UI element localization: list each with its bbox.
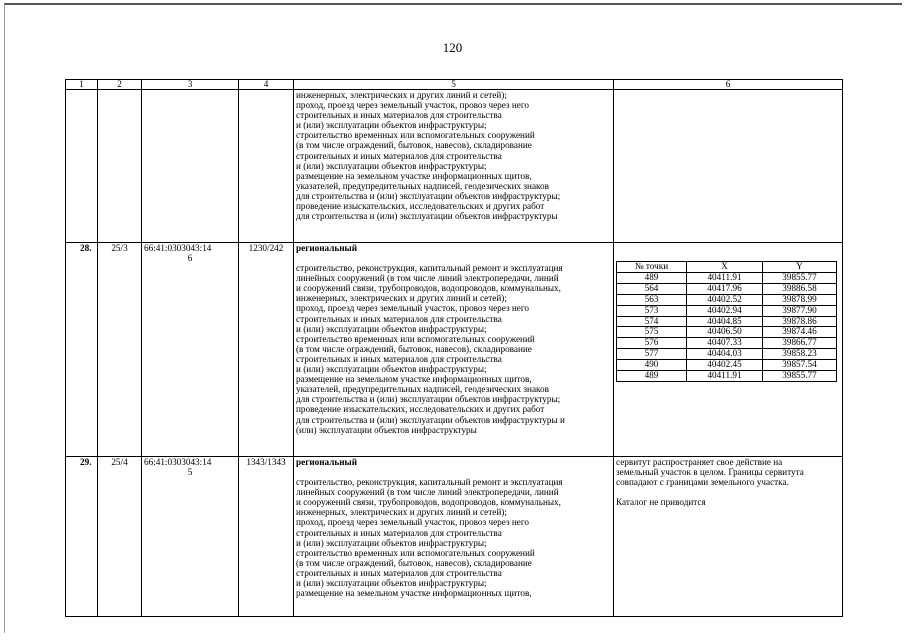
level-label: региональный [296, 243, 357, 253]
servitude-note: сервитут распространяет свое действие на [616, 457, 783, 467]
header-cell: 4 [239, 80, 294, 90]
continuation-row [66, 90, 843, 243]
text-line: строительных и иных материалов для строительства [296, 150, 502, 161]
coords-row [617, 283, 837, 294]
coords-row [617, 349, 837, 360]
text-line: проведение изыскательских, исследовательских и других работ [296, 201, 545, 212]
coords-row [617, 272, 837, 283]
text-line: строительство, реконструкция, капитальный ремонт и эксплуатация [296, 263, 563, 274]
header-cell: 6 [614, 80, 843, 90]
y-coord: 39878.99 [763, 294, 837, 305]
y-coord: 39874.46 [763, 327, 837, 338]
table-row [66, 457, 843, 617]
level-label: региональный [296, 457, 357, 467]
text-line: инженерных, электрических и других линий и сетей); [296, 293, 507, 304]
coords-header-row: № точки X Y [617, 262, 837, 273]
page-number: 120 [442, 40, 463, 55]
coords-table [616, 261, 837, 382]
area-value: 1230/242 [239, 243, 294, 457]
text-line: инженерных, электрических и других линий и сетей); [296, 90, 507, 100]
purpose-cell [294, 457, 614, 617]
text-line: для строительства и (или) эксплуатации объектов инфраструктуры [296, 211, 558, 222]
text-line: строительных и иных материалов для строительства [296, 567, 502, 578]
y-coord: 39886.58 [763, 283, 837, 294]
text-line: для строительства и (или) эксплуатации объектов инфраструктуры; [296, 394, 561, 405]
coords-cell [614, 243, 843, 457]
row-number: 29. [80, 457, 92, 467]
text-line: и (или) эксплуатации объектов инфраструктуры; [296, 578, 487, 589]
text-line: указателей, предупредительных надписей, геодезических знаков [296, 180, 549, 191]
cadastral-number: 66:41:0303043:14 5 [142, 457, 239, 617]
text-line: размещение на земельном участке информационных щитов, [296, 170, 532, 181]
row-code: 25/4 [98, 457, 142, 617]
catalog-note: Каталог не приводится [616, 497, 706, 508]
text-line: (в том числе ограждений, бытовок, навесов), складирование [296, 343, 532, 354]
x-coord: 40417.96 [687, 283, 763, 294]
coords-row [617, 305, 837, 316]
point-number: 490 [617, 360, 687, 371]
text-line: и (или) эксплуатации объектов инфраструктуры; [296, 364, 487, 375]
text-line: указателей, предупредительных надписей, геодезических знаков [296, 384, 549, 395]
text-line: и (или) эксплуатации объектов инфраструктуры; [296, 120, 487, 131]
text-line: и сооружений связи, трубопроводов, водопроводов, коммунальных, [296, 497, 561, 508]
text-line: строительных и иных материалов для строительства [296, 353, 502, 364]
coords-row [617, 360, 837, 371]
text-line: для строительства и (или) эксплуатации объектов инфраструктуры и [296, 414, 565, 425]
y-coord: 39858.23 [763, 349, 837, 360]
point-number: 564 [617, 283, 687, 294]
x-coord: 40407.33 [687, 338, 763, 349]
coords-row [617, 338, 837, 349]
text-line: строительство, реконструкция, капитальный ремонт и эксплуатация [296, 477, 563, 488]
text-line: и (или) эксплуатации объектов инфраструктуры; [296, 537, 487, 548]
area-value: 1343/1343 [239, 457, 294, 617]
y-coord: 39857.54 [763, 360, 837, 371]
header-cell: 1 [66, 80, 98, 90]
text-line: строительство временных или вспомогательных сооружений [296, 333, 535, 344]
point-number: 489 [617, 371, 687, 382]
coords-row [617, 327, 837, 338]
servitude-note: земельный участок в целом. Границы сервитута [616, 467, 804, 478]
text-line: строительных и иных материалов для строительства [296, 313, 502, 324]
y-coord: 39855.77 [763, 371, 837, 382]
x-coord: 40404.85 [687, 316, 763, 327]
y-coord: 39877.90 [763, 305, 837, 316]
purpose-cell [294, 90, 614, 243]
text-line: размещение на земельном участке информационных щитов, [296, 588, 532, 599]
text-line: (или) эксплуатации объектов инфраструктуры [296, 424, 477, 435]
row-code: 25/3 [98, 243, 142, 457]
text-line: и сооружений связи, трубопроводов, водопроводов, коммунальных, [296, 283, 561, 294]
text-line: размещение на земельном участке информационных щитов, [296, 374, 532, 385]
table-row [66, 243, 843, 457]
x-coord: 40402.52 [687, 294, 763, 305]
text-line: для строительства и (или) эксплуатации объектов инфраструктуры; [296, 190, 561, 201]
text-line: и (или) эксплуатации объектов инфраструктуры; [296, 160, 487, 171]
coords-row [617, 294, 837, 305]
text-line: строительство временных или вспомогательных сооружений [296, 130, 535, 141]
x-coord: 40402.94 [687, 305, 763, 316]
servitude-table [65, 79, 843, 617]
header-cell: 3 [142, 80, 239, 90]
purpose-cell [294, 243, 614, 457]
text-line: инженерных, электрических и других линий и сетей); [296, 507, 507, 518]
point-number: 489 [617, 272, 687, 283]
header-row [66, 80, 843, 90]
text-line: (в том числе ограждений, бытовок, навесов), складирование [296, 557, 532, 568]
purpose-text [296, 263, 611, 435]
y-coord: 39878.86 [763, 316, 837, 327]
point-number: 574 [617, 316, 687, 327]
point-number: 577 [617, 349, 687, 360]
point-number: 573 [617, 305, 687, 316]
text-line: и (или) эксплуатации объектов инфраструктуры; [296, 323, 487, 334]
y-coord: 39866.77 [763, 338, 837, 349]
point-number: 563 [617, 294, 687, 305]
text-line: линейных сооружений (в том числе линий электропередачи, линий [296, 273, 559, 284]
text-line: проход, проезд через земельный участок, провоз через него [296, 100, 529, 111]
text-line: строительных и иных материалов для строительства [296, 110, 502, 121]
coords-row [617, 371, 837, 382]
x-coord: 40411.91 [687, 371, 763, 382]
y-coord: 39855.77 [763, 272, 837, 283]
x-coord: 40411.91 [687, 272, 763, 283]
header-cell: 5 [294, 80, 614, 90]
text-line: линейных сооружений (в том числе линий электропередачи, линий [296, 487, 559, 498]
servitude-note: совпадают с границами земельного участка. [616, 477, 789, 488]
x-coord: 40402.45 [687, 360, 763, 371]
purpose-text [296, 477, 611, 598]
text-line: (в том числе ограждений, бытовок, навесов), складирование [296, 140, 532, 151]
x-coord: 40404.03 [687, 349, 763, 360]
text-line: строительных и иных материалов для строительства [296, 527, 502, 538]
text-line: проход, проезд через земельный участок, провоз через него [296, 517, 529, 528]
header-cell: 2 [98, 80, 142, 90]
row-number: 28. [80, 243, 92, 253]
note-cell [614, 457, 843, 617]
x-coord: 40406.50 [687, 327, 763, 338]
point-number: 576 [617, 338, 687, 349]
text-line: строительство временных или вспомогательных сооружений [296, 547, 535, 558]
point-number: 575 [617, 327, 687, 338]
text-line: проведение изыскательских, исследовательских и других работ [296, 404, 545, 415]
coords-row [617, 316, 837, 327]
text-line: проход, проезд через земельный участок, провоз через него [296, 303, 529, 314]
cadastral-number: 66:41:0303043:14 6 [142, 243, 239, 457]
